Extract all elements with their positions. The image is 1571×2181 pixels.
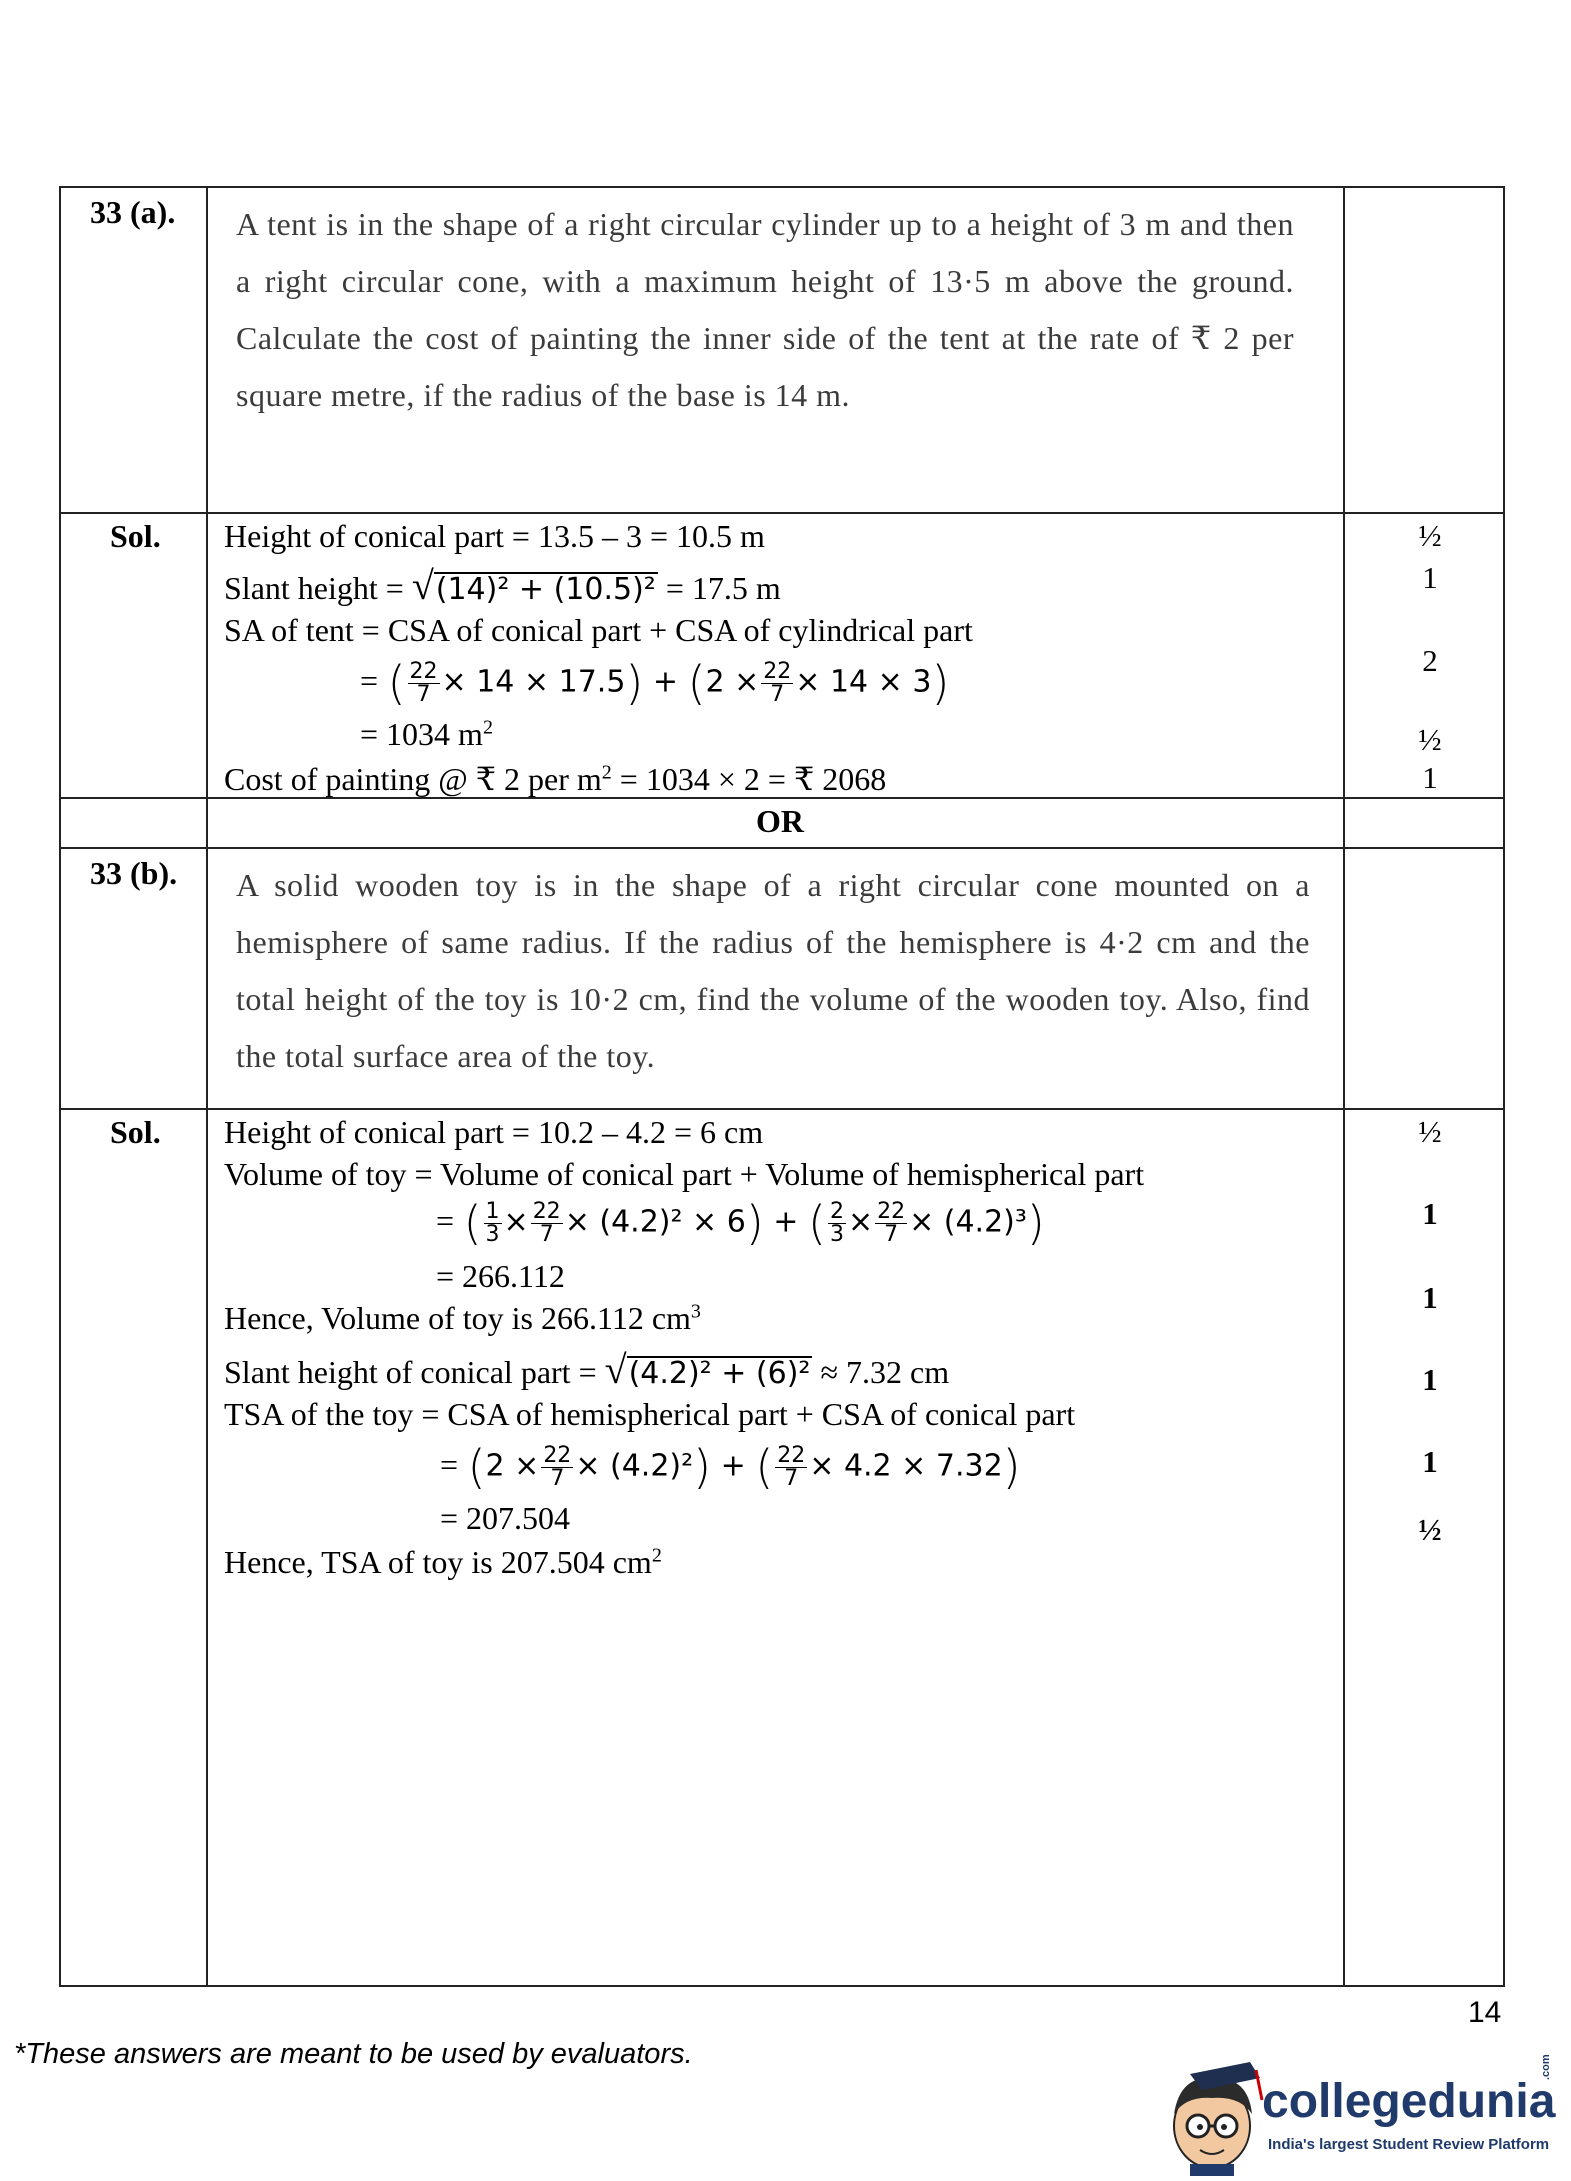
solution-label-33b: Sol.	[110, 1114, 161, 1150]
sol-a-line-2-radicand: (14)² + (10.5)²	[435, 572, 656, 607]
sol-a-line-4: = ( $\frac{22}{7}$ × 14 × 17.5) + (2 × $\frac{22}{7}$ × 14 × 3)	[360, 656, 950, 710]
sol-b-line-5: Hence, Volume of toy is 266.112 $cm^3$	[224, 1300, 701, 1336]
sol-b-line-3-b: × (4.2)³	[909, 1204, 1027, 1240]
mark-a-1: ½	[1418, 518, 1442, 553]
fraction-22-7: $\frac{22}{7}$	[877, 1198, 906, 1247]
sol-b-line-8: = (2 × $\frac{22}{7}$ × (4.2)²) + ( $\frac{22}{7}$ × 4.2 × 7.32)	[440, 1440, 1021, 1494]
sol-b-line-2: Volume of toy = Volume of conical part + Volume of hemispherical part	[224, 1156, 1145, 1192]
sol-b-line-1: Height of conical part = 10.2 – 4.2 = 6 cm	[224, 1114, 764, 1150]
brand-logo-text: collegedunia	[1262, 2075, 1556, 2128]
sol-a-line-3: SA of tent = CSA of conical part + CSA of cylindrical part	[224, 612, 973, 648]
question-number-33a: 33 (a).	[90, 194, 176, 230]
collegedunia-mascot-icon	[1160, 2056, 1270, 2176]
fraction-22-7: $\frac{22}{7}$	[543, 1442, 572, 1491]
fraction-22-7: $\frac{22}{7}$	[763, 658, 792, 707]
brand-com: .com	[1540, 2054, 1552, 2080]
sol-a-line-2	[224, 562, 781, 609]
mark-a-4: ½	[1418, 722, 1442, 757]
sol-b-line-3: = ( $\frac{1}{3}$ × $\frac{22}{7}$ × (4.2)² × 6) + ( $\frac{2}{3}$ × $\frac{22}{7}$ × (4.2)³)	[436, 1196, 1045, 1250]
fraction-22-7: $\frac{22}{7}$	[777, 1442, 806, 1491]
sol-b-line-10: Hence, TSA of toy is 207.504 $cm^2$	[224, 1544, 662, 1580]
mark-b-4: 1	[1422, 1362, 1438, 1397]
mark-b-3: 1	[1422, 1280, 1438, 1315]
row-divider-3	[59, 847, 1505, 849]
sol-a-line-5: = 1034 $m^2$	[360, 716, 493, 752]
mark-b-1: ½	[1418, 1114, 1442, 1149]
col-divider-1	[206, 186, 208, 1987]
question-33a-text: A tent is in the shape of a right circular cylinder up to a height of 3 m and then a right circular cone, with a maximum height of 13·5 m above the ground. Calculate the cost of painting the inner side of the tent at the rate of ₹ 2 per square metre, if the radius of the base is 14 m.	[236, 206, 1294, 413]
sol-a-line-6: Cost of painting @ ₹ 2 per $m^2 = 1034 \times 2$ = ₹ 2068	[224, 761, 887, 797]
or-separator: OR	[756, 803, 804, 839]
sol-b-line-6: Slant height of conical part = √(4.2)² + (6)² ≈ 7.32 cm	[224, 1347, 950, 1392]
answer-table	[59, 186, 1505, 1987]
sol-b-line-6-radicand: (4.2)² + (6)²	[628, 1356, 811, 1391]
fraction-22-7: $\frac{22}{7}$	[532, 1198, 561, 1247]
sol-b-line-3-a: × (4.2)² × 6	[564, 1204, 746, 1240]
mark-a-3: 2	[1422, 643, 1438, 678]
sol-b-line-4: = 266.112	[436, 1258, 565, 1294]
sqrt-symbol: √	[411, 563, 434, 608]
sol-a-line-4-b: 2 ×	[705, 664, 760, 700]
sol-b-line-9: = 207.504	[440, 1500, 571, 1536]
row-divider-4	[59, 1108, 1505, 1110]
sol-a-line-4-a: × 14 × 17.5	[441, 664, 626, 700]
sol-a-line-4-c: × 14 × 3	[795, 664, 932, 700]
brand-tagline: India's largest Student Review Platform	[1268, 2136, 1550, 2153]
sol-a-line-2-pre: Slant height =	[224, 570, 412, 606]
fraction-1-3: $\frac{1}{3}$	[485, 1198, 500, 1247]
page-number: 14	[1468, 1996, 1502, 2029]
row-divider-1	[59, 512, 1505, 514]
sqrt-symbol: √	[604, 1347, 627, 1392]
mark-b-5: 1	[1422, 1444, 1438, 1479]
question-number-33b: 33 (b).	[90, 855, 178, 891]
mark-a-5: 1	[1422, 760, 1438, 795]
solution-label-33a: Sol.	[110, 518, 161, 554]
mark-a-2: 1	[1422, 560, 1438, 595]
sol-a-line-1: Height of conical part = 13.5 – 3 = 10.5 m	[224, 518, 765, 554]
question-33b-text: A solid wooden toy is in the shape of a right circular cone mounted on a hemisphere of same radius. If the radius of the hemisphere is 4·2 cm and the total height of the toy is 10·2 cm, find the volume of the wooden toy. Also, find the total surface area of the toy.	[236, 867, 1310, 1074]
mark-b-6: ½	[1418, 1512, 1442, 1547]
sol-a-line-2-post: = 17.5 m	[657, 570, 781, 606]
col-divider-2	[1343, 186, 1345, 1987]
sol-b-line-7: TSA of the toy = CSA of hemispherical part + CSA of conical part	[224, 1396, 1076, 1432]
fraction-2-3: $\frac{2}{3}$	[829, 1198, 844, 1247]
mark-b-2: 1	[1422, 1196, 1438, 1231]
fraction-22-7: $\frac{22}{7}$	[409, 658, 438, 707]
evaluator-note: *These answers are meant to be used by evaluators.	[14, 2038, 693, 2070]
